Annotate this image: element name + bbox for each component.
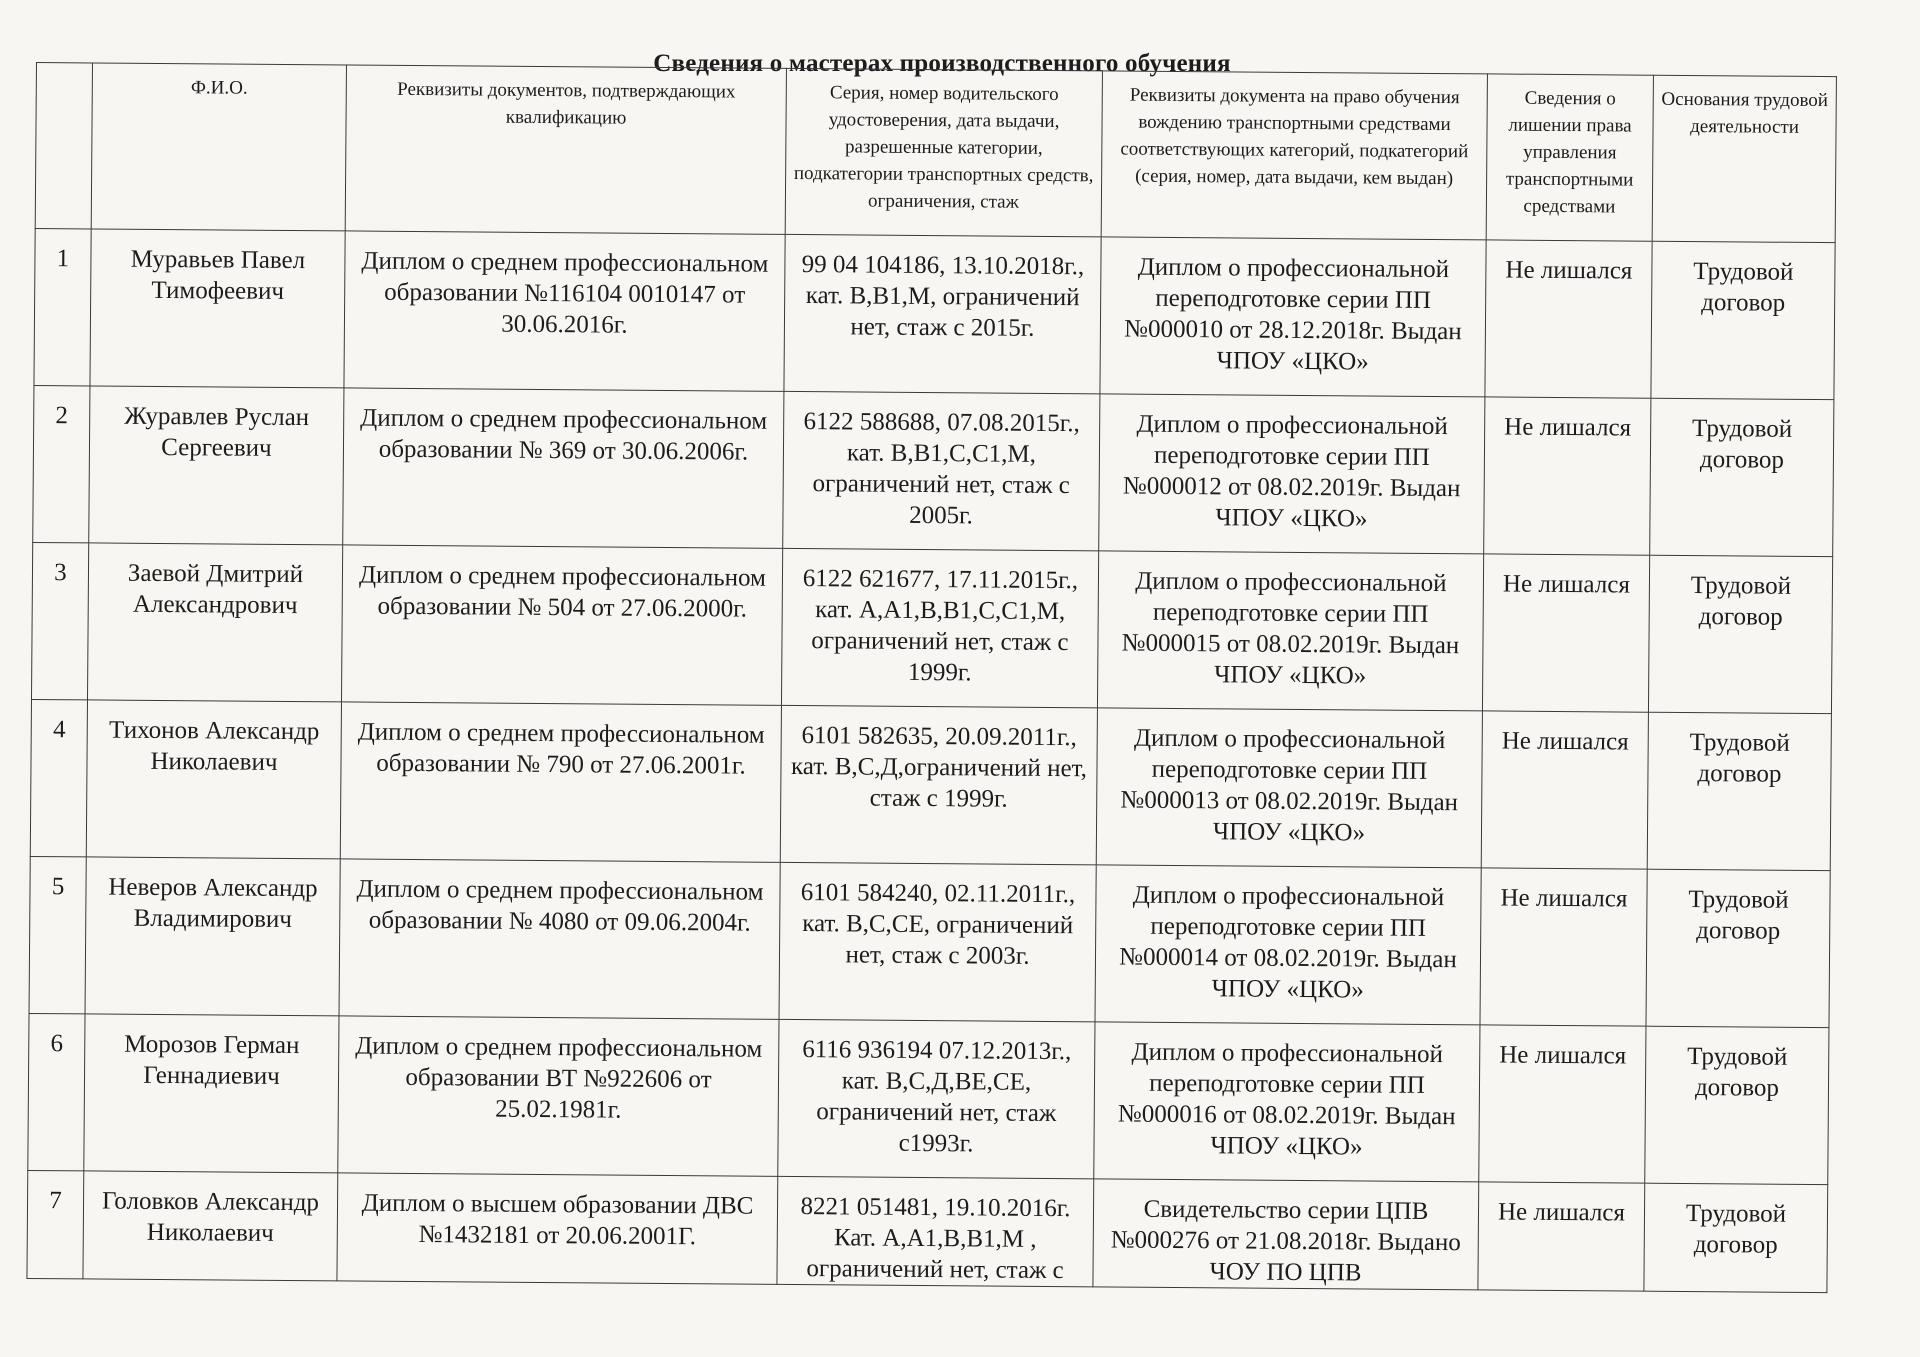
cell-license: 6122 588688, 07.08.2015г., кат. В,В1,С,С1,М, ограничений нет, стаж с 2005г.: [783, 391, 1100, 550]
document-title: Сведения о мастерах производственного обучения: [653, 50, 1231, 77]
cell-license: 6101 584240, 02.11.2011г., кат. В,С,СЕ, ограничений нет, стаж с 2003г.: [779, 862, 1096, 1021]
cell-qualification: Диплом о среднем профессиональном образовании № 4080 от 09.06.2004г.: [339, 859, 780, 1019]
cell-license: 8221 051481, 19.10.2016г. Кат. А,А1,В,В1,М , ограничений нет, стаж с: [777, 1176, 1094, 1286]
header-license: Серия, номер водительского удостоверения, дата выдачи, разрешенные категории, подкатегории транспортных средств, ограничения, стаж: [785, 68, 1102, 236]
cell-deprivation: Не лишался: [1485, 240, 1652, 398]
cell-license: 6116 936194 07.12.2013г., кат. В,С,Д,ВЕ,СЕ, ограничений нет, стаж с1993г.: [778, 1019, 1095, 1178]
cell-basis: Трудовой договор: [1647, 712, 1831, 870]
cell-basis: Трудовой договор: [1646, 869, 1830, 1027]
header-basis: Основания трудовой деятельности: [1652, 75, 1836, 242]
cell-fio: Муравьев Павел Тимофеевич: [90, 229, 345, 388]
cell-training-right: Диплом о профессиональной переподготовке серии ПП №000016 от 08.02.2019г. Выдан ЧПОУ «ЦКО»: [1094, 1022, 1480, 1182]
table-row: [29, 856, 1830, 1027]
cell-license: 6101 582635, 20.09.2011г., кат. В,С,Д,ограничений нет, стаж с 1999г.: [780, 705, 1097, 864]
cell-basis: Трудовой договор: [1651, 241, 1835, 399]
cell-training-right: Диплом о профессиональной переподготовке серии ПП №000015 от 08.02.2019г. Выдан ЧПОУ «ЦКО»: [1097, 551, 1483, 711]
cell-training-right: Свидетельство серии ЦПВ №000276 от 21.08.2018г. Выдано ЧОУ ПО ЦПВ: [1093, 1179, 1479, 1290]
cell-qualification: Диплом о высшем образовании ДВС №1432181 от 20.06.2001Г.: [337, 1173, 778, 1284]
cell-basis: Трудовой договор: [1644, 1183, 1828, 1292]
header-fio: Ф.И.О.: [91, 63, 346, 231]
cell-deprivation: Не лишался: [1481, 711, 1648, 869]
cell-basis: Трудовой договор: [1650, 398, 1834, 556]
cell-num: 1: [34, 228, 91, 385]
masters-table: [26, 62, 1837, 1293]
header-num: [35, 63, 92, 229]
cell-fio: Тихонов Александр Николаевич: [86, 700, 341, 859]
cell-fio: Головков Александр Николаевич: [83, 1171, 338, 1281]
cell-qualification: Диплом о среднем профессиональном образовании № 790 от 27.06.2001г.: [340, 702, 781, 862]
table-row: [27, 1170, 1828, 1292]
table-row: [33, 385, 1834, 556]
cell-fio: Журавлев Руслан Сергеевич: [89, 386, 344, 545]
cell-qualification: Диплом о среднем профессиональном образовании № 504 от 27.06.2000г.: [341, 545, 782, 705]
cell-num: 5: [29, 856, 86, 1013]
cell-num: 7: [27, 1170, 84, 1278]
cell-num: 4: [30, 699, 87, 856]
cell-num: 3: [31, 542, 88, 699]
cell-qualification: Диплом о среднем профессиональном образовании ВТ №922606 от 25.02.1981г.: [338, 1016, 779, 1176]
cell-basis: Трудовой договор: [1645, 1026, 1829, 1184]
table-header-row: [35, 63, 1836, 243]
cell-training-right: Диплом о профессиональной переподготовке серии ПП №000010 от 28.12.2018г. Выдан ЧПОУ «ЦКО»: [1100, 237, 1486, 397]
cell-num: 6: [28, 1013, 85, 1170]
table-row: [34, 228, 1835, 399]
cell-qualification: Диплом о среднем профессиональном образовании №116104 0010147 от 30.06.2016г.: [344, 231, 785, 391]
header-qualification: Реквизиты документов, подтверждающих квалификацию: [345, 65, 786, 234]
header-training-right: Реквизиты документа на право обучения вождению транспортными средствами соответствующих категорий, подкатегорий (серия, номер, дата выдачи, кем выдан): [1101, 71, 1487, 240]
header-deprivation: Сведения о лишении права управления транспортными средствами: [1486, 74, 1653, 241]
cell-deprivation: Не лишался: [1482, 554, 1649, 712]
cell-license: 99 04 104186, 13.10.2018г., кат. В,В1,М, ограничений нет, стаж с 2015г.: [784, 234, 1101, 393]
cell-num: 2: [33, 385, 90, 542]
cell-deprivation: Не лишался: [1478, 1182, 1645, 1291]
cell-qualification: Диплом о среднем профессиональном образовании № 369 от 30.06.2006г.: [343, 388, 784, 548]
cell-training-right: Диплом о профессиональной переподготовке серии ПП №000014 от 08.02.2019г. Выдан ЧПОУ «ЦКО»: [1095, 865, 1481, 1025]
cell-license: 6122 621677, 17.11.2015г., кат. А,А1,В,В1,С,С1,М, ограничений нет, стаж с 1999г.: [781, 548, 1098, 707]
table-row: [28, 1013, 1829, 1184]
table-row: [30, 699, 1831, 870]
cell-fio: Морозов Герман Геннадиевич: [84, 1014, 339, 1173]
cell-fio: Неверов Александр Владимирович: [85, 857, 340, 1016]
cell-fio: Заевой Дмитрий Александрович: [87, 543, 342, 702]
cell-deprivation: Не лишался: [1479, 1025, 1646, 1183]
cell-deprivation: Не лишался: [1484, 397, 1651, 555]
cell-basis: Трудовой договор: [1648, 555, 1832, 713]
cell-training-right: Диплом о профессиональной переподготовке серии ПП №000012 от 08.02.2019г. Выдан ЧПОУ «ЦКО»: [1099, 394, 1485, 554]
cell-training-right: Диплом о профессиональной переподготовке серии ПП №000013 от 08.02.2019г. Выдан ЧПОУ «ЦКО»: [1096, 708, 1482, 868]
cell-deprivation: Не лишался: [1480, 868, 1647, 1026]
table-row: [31, 542, 1832, 713]
